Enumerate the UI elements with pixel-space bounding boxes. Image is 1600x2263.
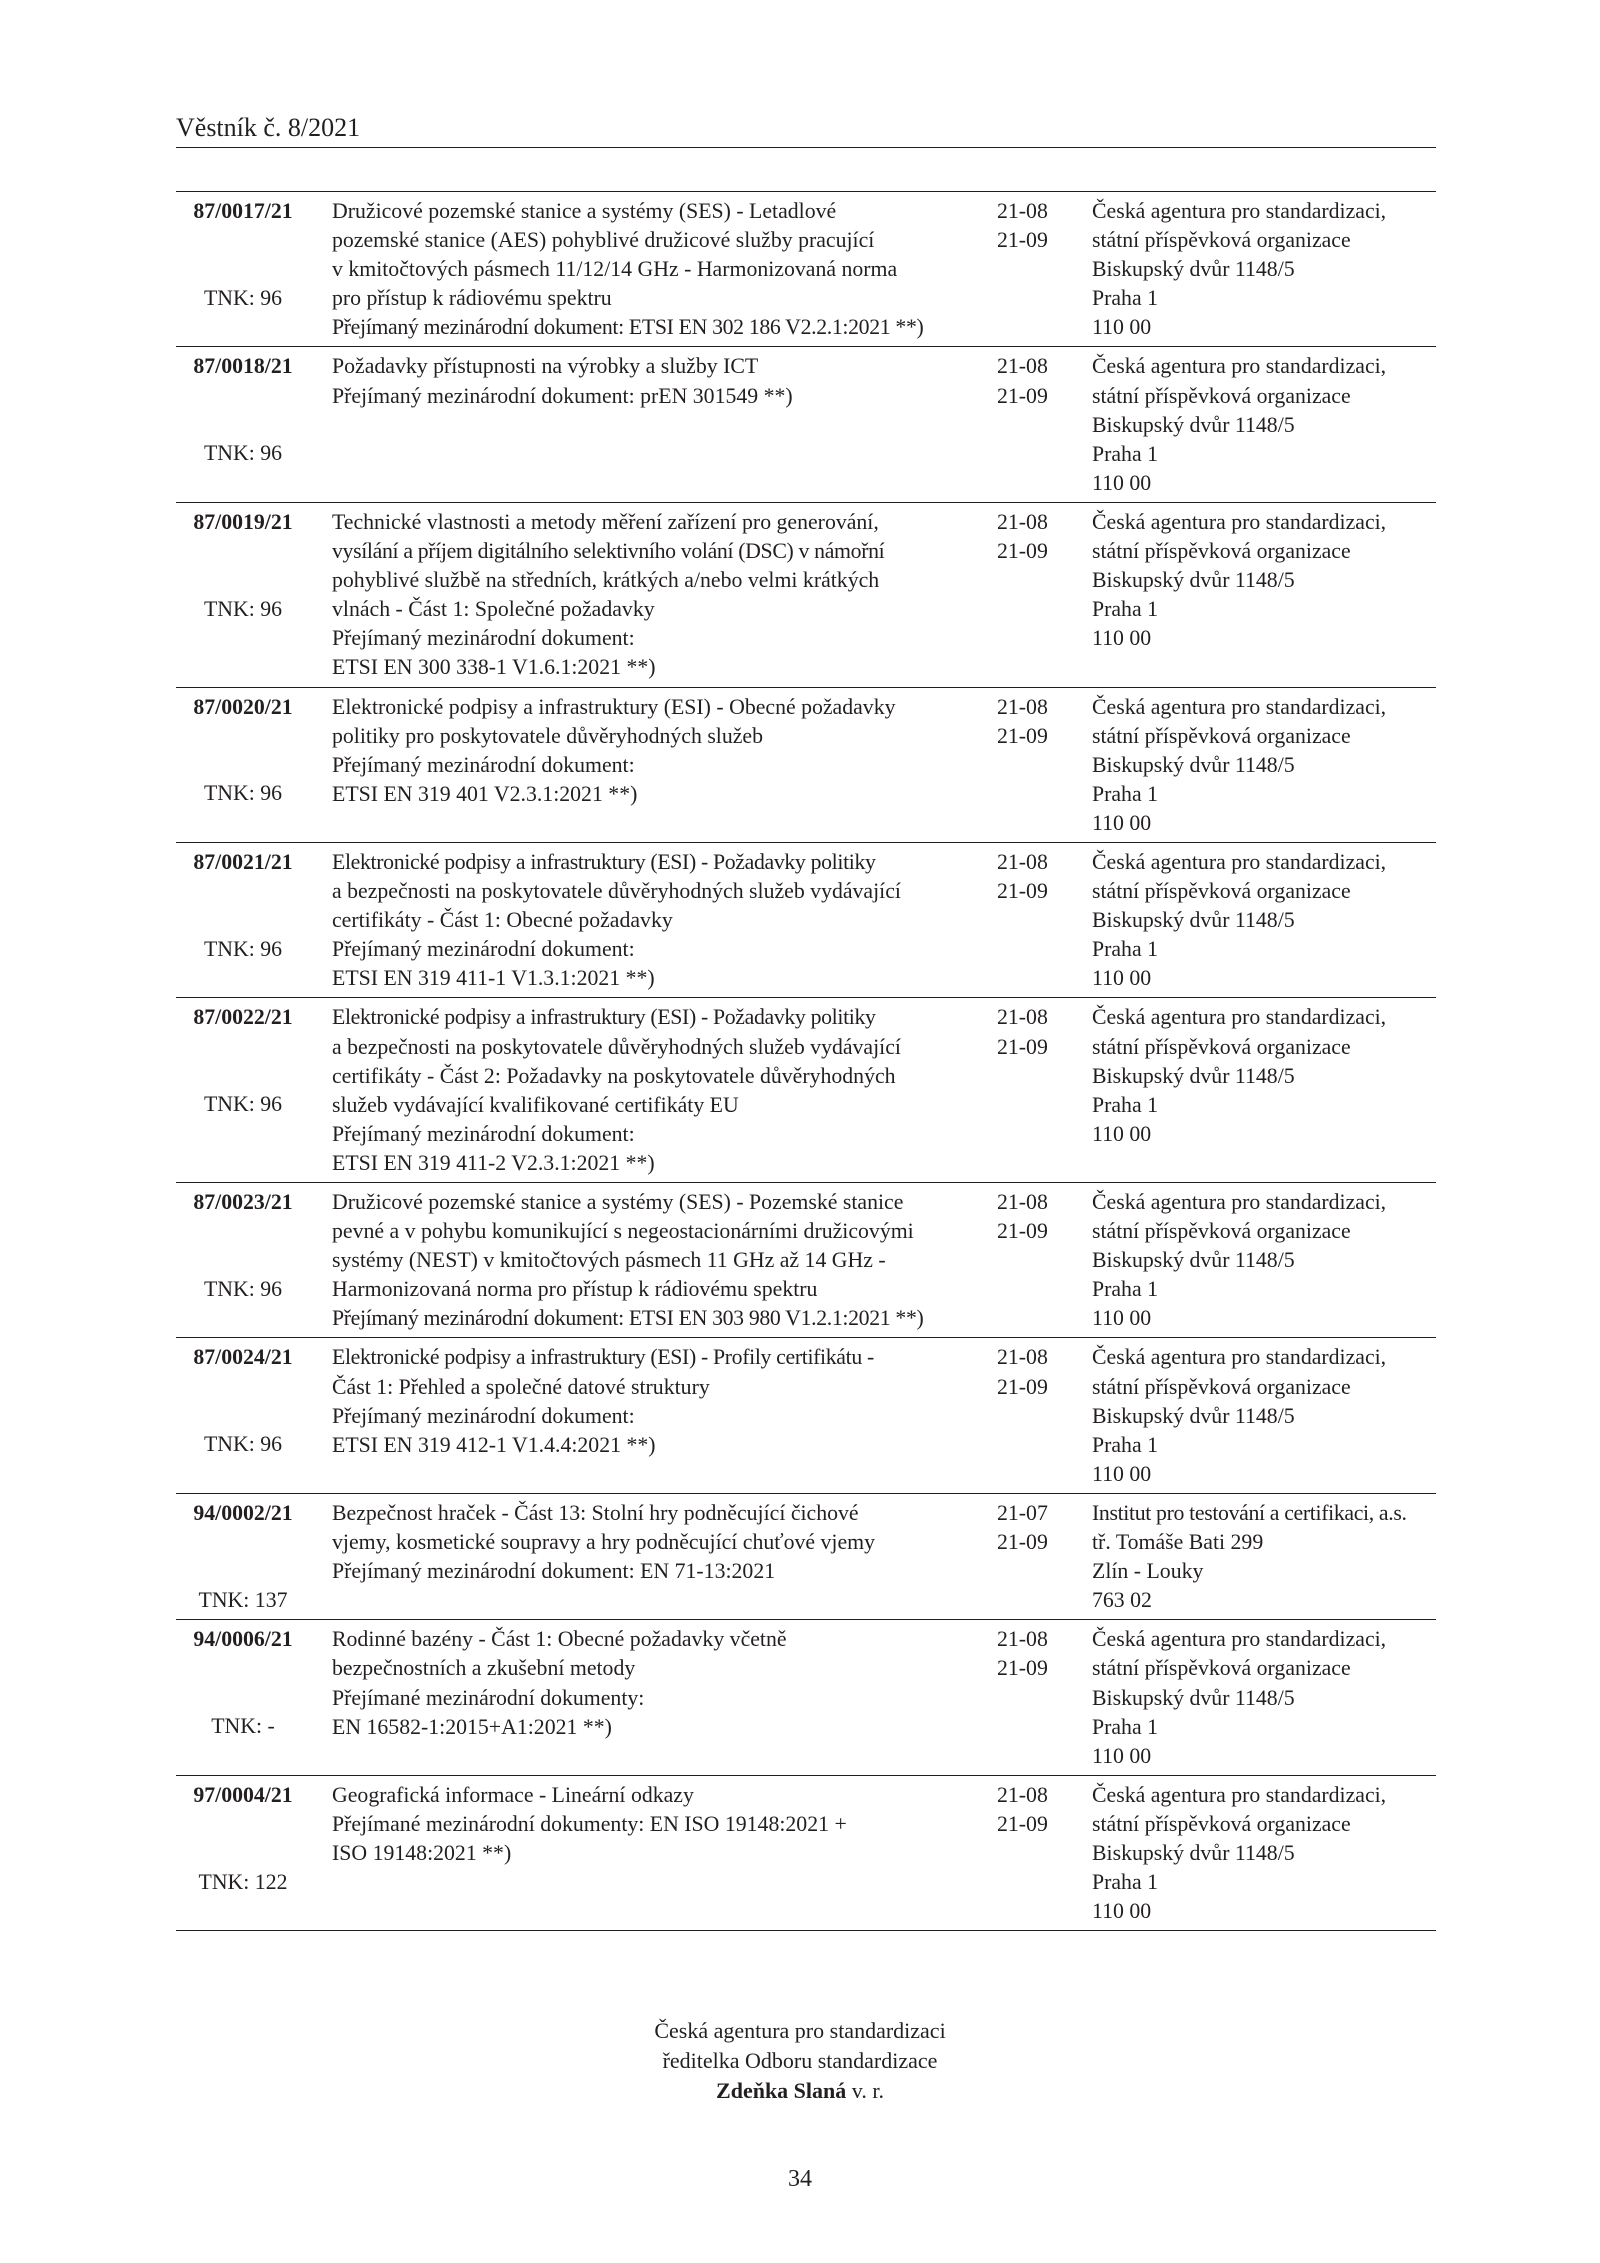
entry-title-line: Přejímaný mezinárodní dokument: [332,1403,635,1428]
entry-dates-cell [997,1183,1092,1338]
entry-title-line: služeb vydávající kvalifikované certifikáty EU [332,1092,739,1117]
entry-title-cell [310,1493,997,1619]
entry-id: 87/0019/21 [193,509,293,534]
entry-address-line: 110 00 [1092,1899,1152,1924]
entry-id-cell [176,192,310,347]
entry-title-cell [310,1183,997,1338]
entry-address-line: Institut pro testování a certifikaci, a.s. [1092,1500,1407,1525]
entry-address-cell [1092,1338,1436,1493]
entry-title-line: pro přístup k rádiovému spektru [332,286,612,311]
entry-dates-cell [997,998,1092,1183]
entry-title-line: Přejímaný mezinárodní dokument: ETSI EN 302 186 V2.2.1:2021 **) [332,315,924,340]
entry-address-cell [1092,1183,1436,1338]
entry-title-line: systémy (NEST) v kmitočtových pásmech 11 GHz až 14 GHz - [332,1248,886,1273]
entry-title-line: Přejímaný mezinárodní dokument: prEN 301549 **) [332,383,793,408]
entry-title-cell [310,1775,997,1930]
entry-dates-cell [997,1620,1092,1775]
entry-address-line: Biskupský dvůr 1148/5 [1092,1248,1295,1273]
entry-address-line: státní příspěvková organizace [1092,1034,1351,1059]
entry-date: 21-08 [997,1345,1048,1370]
entry-address-line: Praha 1 [1092,597,1158,622]
entry-address-line: 110 00 [1092,810,1152,835]
entry-id-cell [176,1338,310,1493]
entry-id-cell [176,347,310,502]
entry-address-line: Biskupský dvůr 1148/5 [1092,568,1295,593]
entry-id-cell [176,1183,310,1338]
entry-id: 87/0022/21 [193,1005,293,1030]
entry-tnk: TNK: 96 [203,1092,283,1117]
entry-date: 21-08 [997,1190,1048,1214]
entry-address-cell [1092,842,1436,997]
entry-address-line: 763 02 [1092,1588,1152,1613]
entry-title-line: ETSI EN 319 412-1 V1.4.4:2021 **) [332,1432,656,1457]
entry-date: 21-07 [997,1500,1048,1525]
entry-address-line: 110 00 [1092,470,1152,495]
entry-dates-cell [997,842,1092,997]
entry-title-line: Elektronické podpisy a infrastruktury (ESI) - Požadavky politiky [332,849,876,874]
table-row [176,192,1436,347]
journal-title: Věstník č. 8/2021 [176,113,361,142]
entry-title-line: v kmitočtových pásmech 11/12/14 GHz - Harmonizovaná norma [332,257,898,282]
entry-address-line: 110 00 [1092,1306,1152,1331]
entry-tnk: TNK: 96 [203,1432,283,1457]
entry-address-line: Česká agentura pro standardizaci, [1092,354,1387,379]
entry-title-line: ISO 19148:2021 **) [332,1840,512,1865]
entry-address-cell [1092,502,1436,687]
entry-address-line: státní příspěvková organizace [1092,1374,1351,1399]
entry-date: 21-08 [997,1782,1048,1807]
entry-address-line: Biskupský dvůr 1148/5 [1092,257,1295,282]
entry-address-cell [1092,347,1436,502]
entry-address-line: Praha 1 [1092,1277,1158,1302]
entry-id: 87/0024/21 [193,1345,293,1370]
entry-date: 21-09 [997,228,1048,253]
entry-id-wrapper [176,1003,310,1119]
entry-address-cell [1092,998,1436,1183]
entry-title-line: Družicové pozemské stanice a systémy (SES) - Letadlové [332,199,837,223]
entry-id-cell [176,1620,310,1775]
entry-title-line: Část 1: Přehled a společné datové struktury [332,1374,710,1399]
entry-title-line: Požadavky přístupnosti na výrobky a služby ICT [332,354,759,379]
entry-address-line: Praha 1 [1092,1092,1158,1117]
entry-date: 21-08 [997,849,1048,874]
entry-address-line: státní příspěvková organizace [1092,1656,1351,1681]
entry-tnk: TNK: 96 [203,1276,283,1301]
entry-id-wrapper [176,1343,310,1459]
entry-dates-cell [997,347,1092,502]
page-number: 34 [788,2166,812,2192]
entry-address-line: Praha 1 [1092,1870,1158,1895]
entry-title-line: Přejímaný mezinárodní dokument: [332,937,635,962]
signature-suffix: v. r. [846,2078,884,2103]
entry-address-cell [1092,1775,1436,1930]
entry-title-line: Bezpečnost hraček - Část 13: Stolní hry podněcující čichové [332,1500,859,1525]
entry-address-line: Biskupský dvůr 1148/5 [1092,1403,1295,1428]
entry-title-cell [310,687,997,842]
entry-title-line: Elektronické podpisy a infrastruktury (ESI) - Obecné požadavky [332,694,896,719]
entry-address-line: Praha 1 [1092,286,1158,311]
standards-table-body [176,192,1436,1931]
entry-title-line: Geografická informace - Lineární odkazy [332,1782,694,1807]
entry-title-cell [310,347,997,502]
entry-title-cell [310,1338,997,1493]
entry-date: 21-08 [997,354,1048,379]
entry-address-line: státní příspěvková organizace [1092,539,1351,564]
entry-id-wrapper [176,848,310,964]
entry-address-line: Česká agentura pro standardizaci, [1092,509,1387,534]
entry-title-line: certifikáty - Část 2: Požadavky na poskytovatele důvěryhodných [332,1063,896,1088]
entry-id: 87/0021/21 [193,849,293,874]
entry-tnk: TNK: 96 [203,781,283,806]
entry-date: 21-09 [997,539,1048,564]
entry-tnk: TNK: 96 [203,441,283,466]
table-row [176,1620,1436,1775]
entry-title-line: vjemy, kosmetické soupravy a hry podněcující chuťové vjemy [332,1530,875,1555]
entry-tnk: TNK: 96 [203,936,283,961]
entry-date: 21-08 [997,509,1048,534]
entry-title-line: Technické vlastnosti a metody měření zařízení pro generování, [332,509,879,534]
entry-address-line: státní příspěvková organizace [1092,1811,1351,1836]
entry-dates-cell [997,192,1092,347]
entry-title-line: Přejímaný mezinárodní dokument: [332,626,635,651]
entry-title-line: a bezpečnosti na poskytovatele důvěryhodných služeb vydávající [332,1034,901,1059]
entry-title-line: ETSI EN 319 411-2 V2.3.1:2021 **) [332,1150,655,1175]
entry-address-line: státní příspěvková organizace [1092,228,1351,253]
entry-tnk: TNK: 96 [203,285,283,310]
table-row [176,502,1436,687]
entry-address-line: Česká agentura pro standardizaci, [1092,1190,1387,1214]
entry-dates-cell [997,687,1092,842]
entry-address-line: Česká agentura pro standardizaci, [1092,1627,1387,1652]
entry-id-cell [176,1493,310,1619]
entry-dates-cell [997,1338,1092,1493]
table-row [176,1183,1436,1338]
entry-title-line: a bezpečnosti na poskytovatele důvěryhodných služeb vydávající [332,879,901,904]
entry-address-line: Zlín - Louky [1092,1559,1204,1584]
entry-id-wrapper [176,352,310,468]
entry-id-cell [176,842,310,997]
entry-address-line: Česká agentura pro standardizaci, [1092,1782,1387,1807]
entry-address-cell [1092,192,1436,347]
entry-title-line: ETSI EN 319 401 V2.3.1:2021 **) [332,781,638,806]
entry-date: 21-09 [997,1530,1048,1555]
entry-date: 21-09 [997,1374,1048,1399]
entry-address-line: státní příspěvková organizace [1092,723,1351,748]
entry-title-cell [310,998,997,1183]
entry-address-line: státní příspěvková organizace [1092,879,1351,904]
entry-title-line: vlnách - Část 1: Společné požadavky [332,597,655,622]
entry-address-cell [1092,687,1436,842]
entry-title-line: vysílání a příjem digitálního selektivního volání (DSC) v námořní [332,539,885,564]
entry-address-line: Biskupský dvůr 1148/5 [1092,1063,1295,1088]
signature-name-line [0,2076,1600,2106]
entry-title-cell [310,842,997,997]
entry-id-wrapper [176,508,310,624]
entry-id-cell [176,502,310,687]
signature-block [0,2016,1600,2106]
entry-address-line: Praha 1 [1092,441,1158,466]
entry-tnk: TNK: 96 [203,596,283,621]
entry-date: 21-09 [997,1034,1048,1059]
entry-address-line: státní příspěvková organizace [1092,383,1351,408]
entry-address-line: Česká agentura pro standardizaci, [1092,1345,1387,1370]
entry-id-wrapper [176,1781,310,1897]
entry-title-cell [310,1620,997,1775]
entry-title-line: Přejímané mezinárodní dokumenty: [332,1685,645,1710]
entry-address-line: 110 00 [1092,1743,1152,1768]
entry-address-line: 110 00 [1092,626,1152,651]
standards-table [176,191,1436,1931]
entry-id-cell [176,998,310,1183]
entry-id: 97/0004/21 [193,1782,293,1807]
table-row [176,998,1436,1183]
entry-title-cell [310,192,997,347]
entry-title-line: Elektronické podpisy a infrastruktury (ESI) - Profily certifikátu - [332,1345,874,1370]
entry-title-line: certifikáty - Část 1: Obecné požadavky [332,908,673,933]
entry-id: 87/0020/21 [193,694,293,719]
entry-title-line: ETSI EN 319 411-1 V1.3.1:2021 **) [332,966,655,991]
entry-address-line: Biskupský dvůr 1148/5 [1092,1840,1295,1865]
entry-address-line: Praha 1 [1092,1714,1158,1739]
entry-title-line: EN 16582-1:2015+A1:2021 **) [332,1714,612,1739]
entry-title-line: Přejímaný mezinárodní dokument: [332,1121,635,1146]
entry-address-line: 110 00 [1092,1121,1152,1146]
entry-title-line: Přejímané mezinárodní dokumenty: EN ISO 19148:2021 + [332,1811,847,1836]
entry-tnk: TNK: 137 [198,1587,288,1612]
entry-address-line: 110 00 [1092,315,1152,340]
entry-date: 21-09 [997,1656,1048,1681]
entry-title-line: Družicové pozemské stanice a systémy (SES) - Pozemské stanice [332,1190,904,1214]
entry-id-wrapper [176,1188,310,1304]
entry-title-line: Rodinné bazény - Část 1: Obecné požadavky včetně [332,1627,787,1652]
table-row [176,347,1436,502]
entry-title-line: pohyblivé službě na středních, krátkých a/nebo velmi krátkých [332,568,880,593]
entry-title-line: Harmonizovaná norma pro přístup k rádiovému spektru [332,1277,818,1302]
entry-id: 87/0018/21 [193,354,293,379]
entry-date: 21-09 [997,1219,1048,1244]
entry-date: 21-09 [997,383,1048,408]
entry-address-line: Česká agentura pro standardizaci, [1092,849,1387,874]
entry-address-line: tř. Tomáše Bati 299 [1092,1530,1264,1555]
entry-address-line: 110 00 [1092,966,1152,991]
table-row [176,1775,1436,1930]
entry-title-cell [310,502,997,687]
entry-date: 21-08 [997,1627,1048,1652]
entry-date: 21-08 [997,199,1048,223]
entry-date: 21-09 [997,1811,1048,1836]
entry-address-cell [1092,1493,1436,1619]
entry-title-line: ETSI EN 300 338-1 V1.6.1:2021 **) [332,655,656,680]
entry-id: 94/0006/21 [193,1627,293,1652]
page-header [176,113,1436,148]
entry-address-cell [1092,1620,1436,1775]
entry-dates-cell [997,1775,1092,1930]
entry-title-line: Elektronické podpisy a infrastruktury (ESI) - Požadavky politiky [332,1005,876,1030]
entry-address-line: Česká agentura pro standardizaci, [1092,1005,1387,1030]
entry-title-line: pevné a v pohybu komunikující s negeostacionárními družicovými [332,1219,914,1244]
entry-id-wrapper [176,197,310,313]
entry-address-line: Biskupský dvůr 1148/5 [1092,908,1295,933]
entry-address-line: státní příspěvková organizace [1092,1219,1351,1244]
signature-organization: Česká agentura pro standardizaci [654,2018,946,2043]
entry-id: 87/0023/21 [193,1190,293,1214]
entry-tnk: TNK: 122 [198,1869,288,1894]
entry-address-line: Česká agentura pro standardizaci, [1092,694,1387,719]
entry-tnk: TNK: - [211,1714,275,1739]
signature-role: ředitelka Odboru standardizace [662,2048,938,2073]
entry-address-line: Česká agentura pro standardizaci, [1092,199,1387,223]
entry-dates-cell [997,502,1092,687]
entry-id: 94/0002/21 [193,1500,293,1525]
entry-id-wrapper [176,1499,310,1615]
entry-dates-cell [997,1493,1092,1619]
entry-address-line: Praha 1 [1092,937,1158,962]
entry-id-wrapper [176,693,310,809]
signature-name: Zdeňka Slaná [716,2078,847,2103]
table-row [176,842,1436,997]
entry-address-line: Praha 1 [1092,1432,1158,1457]
entry-date: 21-08 [997,1005,1048,1030]
entry-date: 21-09 [997,723,1048,748]
entry-title-line: Přejímaný mezinárodní dokument: EN 71-13:2021 [332,1559,776,1584]
entry-address-line: Praha 1 [1092,781,1158,806]
entry-id: 87/0017/21 [193,199,293,223]
entry-title-line: Přejímaný mezinárodní dokument: [332,752,635,777]
entry-address-line: Biskupský dvůr 1148/5 [1092,752,1295,777]
table-row [176,1338,1436,1493]
entry-id-wrapper [176,1625,310,1741]
entry-title-line: pozemské stanice (AES) pohyblivé družicové služby pracující [332,228,875,253]
entry-id-cell [176,1775,310,1930]
entry-date: 21-09 [997,879,1048,904]
entry-address-line: 110 00 [1092,1461,1152,1486]
table-row [176,1493,1436,1619]
entry-title-line: politiky pro poskytovatele důvěryhodných služeb [332,723,764,748]
entry-title-line: bezpečnostních a zkušební metody [332,1656,636,1681]
entry-address-line: Biskupský dvůr 1148/5 [1092,412,1295,437]
table-row [176,687,1436,842]
entry-date: 21-08 [997,694,1048,719]
entry-address-line: Biskupský dvůr 1148/5 [1092,1685,1295,1710]
entry-id-cell [176,687,310,842]
entry-title-line: Přejímaný mezinárodní dokument: ETSI EN 303 980 V1.2.1:2021 **) [332,1306,924,1331]
